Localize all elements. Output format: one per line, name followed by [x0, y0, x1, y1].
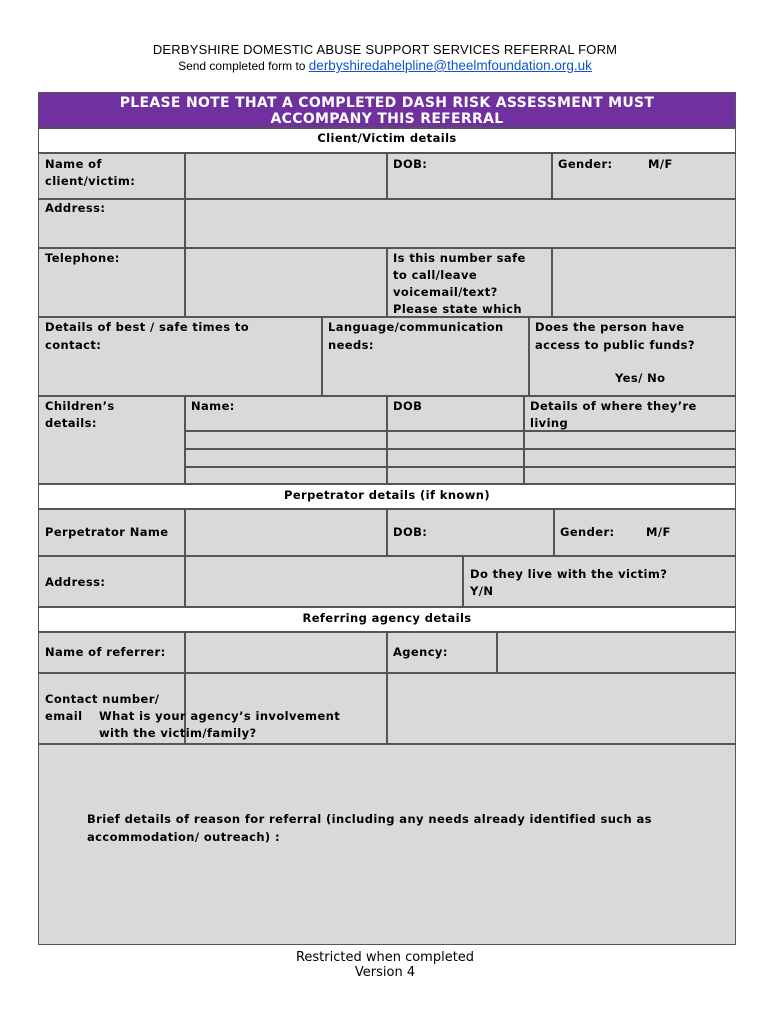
- safe-line-1: Is this number safe: [393, 251, 526, 265]
- times-line-1: Details of best / safe times to: [45, 320, 250, 334]
- client-telephone-label: Telephone:: [45, 251, 120, 265]
- client-telephone-field[interactable]: [185, 248, 387, 317]
- funds-options: Yes/ No: [615, 371, 666, 385]
- perp-name-field[interactable]: [185, 509, 387, 556]
- involvement-field[interactable]: [387, 673, 736, 744]
- where-line-2: living: [530, 416, 569, 430]
- children-label-2: details:: [45, 416, 97, 430]
- safe-line-2: to call/leave: [393, 268, 478, 282]
- send-prefix: Send completed form to: [178, 59, 309, 73]
- perpetrator-section-title: Perpetrator details (if known): [284, 488, 490, 502]
- safe-line-3: voicemail/text?: [393, 285, 498, 299]
- child-3-where-field[interactable]: [524, 467, 736, 484]
- lang-line-2: needs:: [328, 338, 374, 352]
- child-1-where-field[interactable]: [524, 431, 736, 449]
- lang-line-1: Language/communication: [328, 320, 504, 334]
- brief-line-2: accommodation/ outreach) :: [87, 830, 280, 844]
- involve-line-1: What is your agency’s involvement: [99, 709, 341, 723]
- form-title: DERBYSHIRE DOMESTIC ABUSE SUPPORT SERVICES REFERRAL FORM: [152, 42, 618, 57]
- dash-notice-banner: [38, 92, 736, 128]
- perp-address-label: Address:: [45, 575, 106, 589]
- child-2-where-field[interactable]: [524, 449, 736, 467]
- client-section-title: Client/Victim details: [317, 131, 457, 145]
- name-label-1: Name of: [45, 157, 102, 171]
- perp-gender-label: Gender:: [560, 525, 615, 539]
- perp-name-label: Perpetrator Name: [45, 525, 169, 539]
- perp-address-field[interactable]: [185, 556, 463, 607]
- perp-gender-options: M/F: [646, 525, 671, 539]
- agency-label: Agency:: [393, 645, 448, 659]
- brief-line-1: Brief details of reason for referral (including any needs already identified such as: [87, 812, 652, 826]
- client-gender-label: Gender:: [558, 157, 613, 171]
- live-line-2: Y/N: [470, 584, 494, 598]
- safe-number-field[interactable]: [552, 248, 736, 317]
- perp-dob-label: DOB:: [393, 525, 428, 539]
- footer-version: Version 4: [354, 965, 416, 980]
- child-1-dob-field[interactable]: [387, 431, 524, 449]
- client-address-field[interactable]: [185, 199, 736, 248]
- contact-line-1: Contact number/: [45, 692, 160, 706]
- child-3-dob-field[interactable]: [387, 467, 524, 484]
- child-3-name-field[interactable]: [185, 467, 387, 484]
- referrer-section-title: Referring agency details: [302, 611, 472, 625]
- client-address-label: Address:: [45, 201, 106, 215]
- client-dob-label: DOB:: [393, 157, 428, 171]
- helpline-email-link[interactable]: derbyshiredahelpline@theelmfoundation.org.uk: [308, 58, 592, 73]
- banner-line-2: ACCOMPANY THIS REFERRAL: [270, 111, 504, 127]
- name-label-2: client/victim:: [45, 174, 136, 188]
- footer-restricted: Restricted when completed: [295, 950, 475, 965]
- funds-line-2: access to public funds?: [535, 338, 695, 352]
- banner-line-1: PLEASE NOTE THAT A COMPLETED DASH RISK ASSESSMENT MUST: [119, 95, 655, 111]
- client-name-field[interactable]: [185, 153, 387, 199]
- referrer-name-field[interactable]: [185, 632, 387, 673]
- child-1-name-field[interactable]: [185, 431, 387, 449]
- children-label-1: Children’s: [45, 399, 115, 413]
- where-line-1: Details of where they’re: [530, 399, 697, 413]
- times-line-2: contact:: [45, 338, 102, 352]
- safe-line-4: Please state which: [393, 302, 522, 316]
- agency-field[interactable]: [497, 632, 736, 673]
- client-gender-options: M/F: [648, 157, 673, 171]
- child-dob-label: DOB: [393, 399, 423, 413]
- funds-line-1: Does the person have: [535, 320, 685, 334]
- child-name-label: Name:: [191, 399, 235, 413]
- contact-line-2: email: [45, 709, 83, 723]
- live-line-1: Do they live with the victim?: [470, 567, 668, 581]
- referrer-name-label: Name of referrer:: [45, 645, 166, 659]
- child-2-dob-field[interactable]: [387, 449, 524, 467]
- child-2-name-field[interactable]: [185, 449, 387, 467]
- send-instruction: [0, 58, 770, 73]
- involve-line-2: with the victim/family?: [99, 726, 257, 740]
